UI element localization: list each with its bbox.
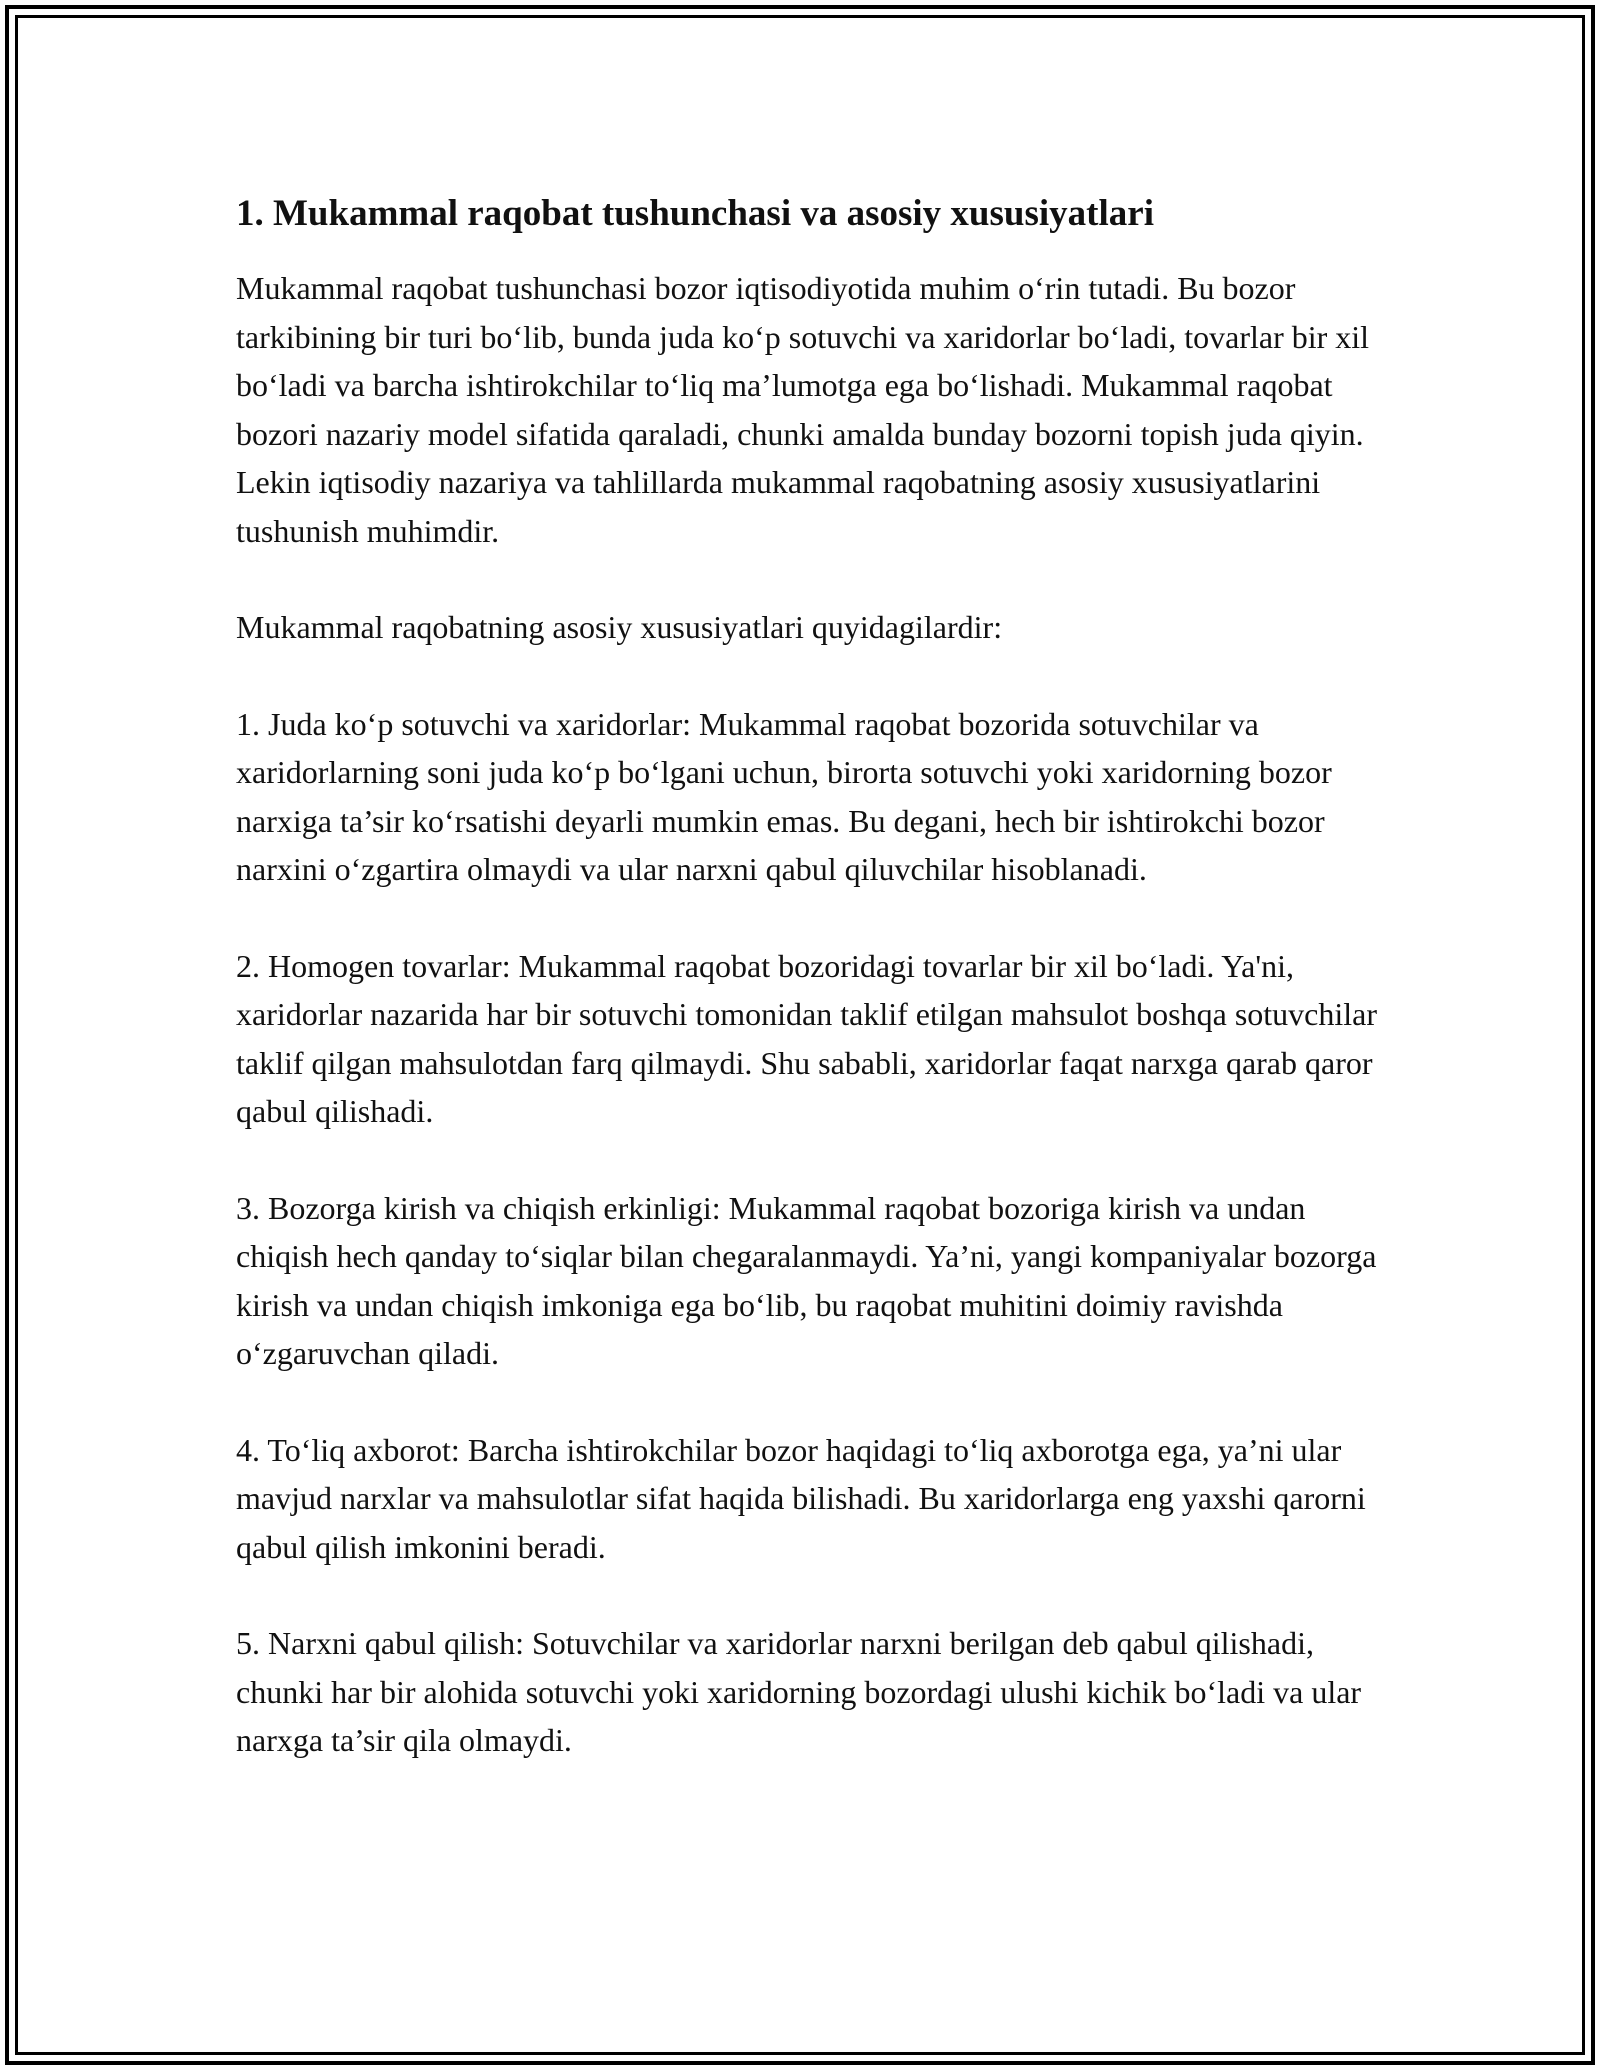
feature-item-full-information: 4. To‘liq axborot: Barcha ishtirokchilar bozor haqidagi to‘liq axborotga ega, ya’ni ular mavjud narxlar va mahsulotlar sifat haqida bilishadi. Bu xaridorlarga eng yaxshi qarorni qabul qilish imkonini beradi.: [236, 1431, 1366, 1565]
feature-item-homogeneous-goods: 2. Homogen tovarlar: Mukammal raqobat bozoridagi tovarlar bir xil bo‘ladi. Ya'ni, xaridorlar nazarida har bir sotuvchi tomonidan taklif etilgan mahsulot boshqa sotuvchilar taklif qilgan mahsulotdan farq qilmaydi. Shu sababli, xaridorlar faqat narxga qarab qaror qabul qilishadi.: [236, 947, 1378, 1129]
feature-item-price-taking: 5. Narxni qabul qilish: Sotuvchilar va xaridorlar narxni berilgan deb qabul qilishadi, chunki har bir alohida sotuvchi yoki xaridorning bozordagi ulushi kichik bo‘ladi va ular narxga ta’sir qila olmaydi.: [236, 1625, 1362, 1758]
document-page: [236, 186, 1386, 1813]
section-heading: 1. Mukammal raqobat tushunchasi va asosiy xususiyatlari: [236, 193, 1154, 234]
feature-item-free-entry-exit: 3. Bozorga kirish va chiqish erkinligi: Mukammal raqobat bozoriga kirish va undan chiqish hech qanday to‘siqlar bilan chegaralanmaydi. Ya’ni, yangi kompaniyalar bozorga kirish va undan chiqish imkoniga ega bo‘lib, bu raqobat muhitini doimiy ravishda o‘zgaruvchan qiladi.: [236, 1189, 1377, 1371]
features-intro-paragraph: Mukammal raqobatning asosiy xususiyatlari quyidagilardir:: [236, 609, 1003, 645]
intro-paragraph: Mukammal raqobat tushunchasi bozor iqtisodiyotida muhim o‘rin tutadi. Bu bozor tarkibining bir turi bo‘lib, bunda juda ko‘p sotuvchi va xaridorlar bo‘ladi, tovarlar bir xil bo‘ladi va barcha ishtirokchilar to‘liq ma’lumotga ega bo‘lishadi. Mukammal raqobat bozori nazariy model sifatida qaraladi, chunki amalda bunday bozorni topish juda qiyin. Lekin iqtisodiy nazariya va tahlillarda mukammal raqobatning asosiy xususiyatlarini tushunish muhimdir.: [236, 270, 1370, 549]
feature-item-many-buyers-sellers: 1. Juda ko‘p sotuvchi va xaridorlar: Mukammal raqobat bozorida sotuvchilar va xaridorlarning soni juda ko‘p bo‘lgani uchun, birorta sotuvchi yoki xaridorning bozor narxiga ta’sir ko‘rsatishi deyarli mumkin emas. Bu degani, hech bir ishtirokchi bozor narxini o‘zgartira olmaydi va ular narxni qabul qiluvchilar hisoblanadi.: [236, 705, 1332, 887]
